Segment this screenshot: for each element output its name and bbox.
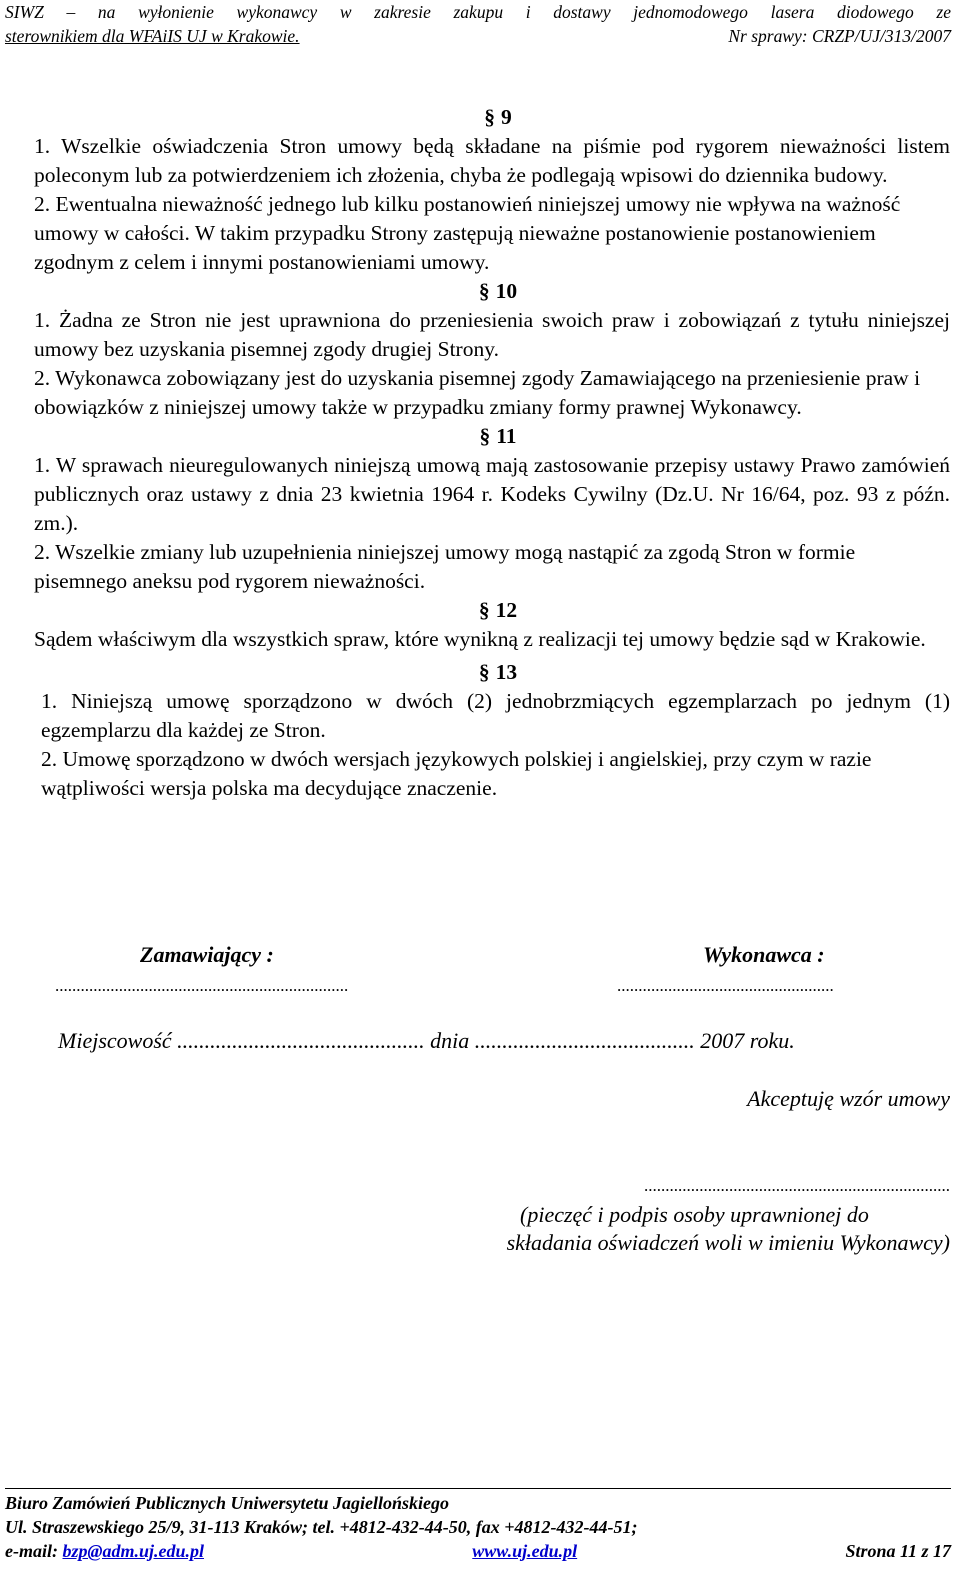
paragraph: 1. W sprawach nieuregulowanych niniejszą umową mają zastosowanie przepisy ustawy Prawo zamówień publicznych oraz ustawy z dnia 23 kwietnia 1964 r. Kodeks Cywilny (Dz.U. Nr 16/64, poz. 93 z późn. zm.). bbox=[34, 453, 950, 535]
stamp-signature-line: ........................................................................ bbox=[644, 1176, 950, 1195]
contractor-signature-line: ................................................... bbox=[617, 976, 834, 995]
paragraph: 2. Wykonawca zobowiązany jest do uzyskania pisemnej zgody Zamawiającego na przeniesienie praw i obowiązków z niniejszej umowy także w przypadku zmiany formy prawnej Wykonawcy. bbox=[34, 366, 921, 419]
section-heading-13: § 13 bbox=[478, 660, 518, 684]
paragraph: 1. Niniejszą umowę sporządzono w dwóch (2) jednobrzmiących egzemplarzach po jednym (1) egzemplarzu dla każdej ze Stron. bbox=[41, 689, 950, 742]
header-title-line: SIWZ – na wyłonienie wykonawcy w zakresie zakupu i dostawy jednomodowego lasera diodowego ze bbox=[5, 2, 951, 22]
paragraph: 2. Ewentualna nieważność jednego lub kilku postanowień niniejszej umowy nie wpływa na ważność umowy w całości. W takim przypadku Strony zastępują nieważne postanowienie postanowieniem zgodnym z celem i innymi postanowieniami umowy. bbox=[34, 192, 901, 274]
paragraph: Sądem właściwym dla wszystkich spraw, które wynikną z realizacji tej umowy będzie sąd w Krakowie. bbox=[34, 627, 926, 651]
section-heading-9: § 9 bbox=[484, 105, 512, 129]
section-heading-10: § 10 bbox=[478, 279, 518, 303]
paragraph: 1. Wszelkie oświadczenia Stron umowy będą składane na piśmie pod rygorem nieważności listem poleconym lub za potwierdzeniem ich złożenia, chyba że podlegają wpisowi do dziennika budowy. bbox=[34, 134, 950, 187]
client-signature-line: ..................................................................... bbox=[55, 976, 349, 995]
footer-www-link[interactable]: www.uj.edu.pl bbox=[472, 1541, 578, 1561]
page-header bbox=[5, 0, 951, 48]
stamp-caption-line2: składania oświadczeń woli w imieniu Wykonawcy) bbox=[506, 1230, 950, 1255]
section-heading-12: § 12 bbox=[478, 598, 518, 622]
paragraph: 1. Żadna ze Stron nie jest uprawniona do przeniesienia swoich praw i zobowiązań z tytułu niniejszej umowy bez uzyskania pisemnej zgody drugiej Strony. bbox=[34, 308, 950, 361]
footer-email-link[interactable]: bzp@adm.uj.edu.pl bbox=[62, 1541, 204, 1561]
paragraph: 2. Wszelkie zmiany lub uzupełnienia niniejszej umowy mogą nastąpić za zgodą Stron w formie pisemnego aneksu pod rygorem nieważności. bbox=[34, 540, 856, 593]
client-signature-label: Zamawiający : bbox=[140, 942, 274, 967]
header-title-continued: sterownikiem dla WFAiIS UJ w Krakowie. bbox=[5, 26, 300, 46]
section-heading-11: § 11 bbox=[479, 424, 517, 448]
accept-template-text: Akceptuję wzór umowy bbox=[747, 1086, 950, 1111]
contractor-signature-label: Wykonawca : bbox=[703, 942, 825, 967]
footer-address: Ul. Straszewskiego 25/9, 31-113 Kraków; tel. +4812-432-44-50, fax +4812-432-44-51; bbox=[5, 1517, 638, 1537]
stamp-caption-line1: (pieczęć i podpis osoby uprawnionej do bbox=[520, 1202, 869, 1227]
footer-office: Biuro Zamówień Publicznych Uniwersytetu Jagiellońskiego bbox=[5, 1493, 450, 1513]
footer-email-label: e-mail: bbox=[5, 1541, 58, 1561]
page-footer bbox=[5, 1488, 951, 1563]
page-number: Strona 11 z 17 bbox=[845, 1541, 951, 1561]
contract-body bbox=[34, 103, 950, 803]
case-number: Nr sprawy: CRZP/UJ/313/2007 bbox=[728, 26, 951, 46]
paragraph: 2. Umowę sporządzono w dwóch wersjach językowych polskiej i angielskiej, przy czym w razie wątpliwości wersja polska ma decydujące znaczenie. bbox=[41, 747, 872, 800]
footer-rule bbox=[5, 1488, 951, 1489]
place-date-line: Miejscowość ............................................. dnia ........................................ 2007 roku. bbox=[58, 1028, 795, 1053]
